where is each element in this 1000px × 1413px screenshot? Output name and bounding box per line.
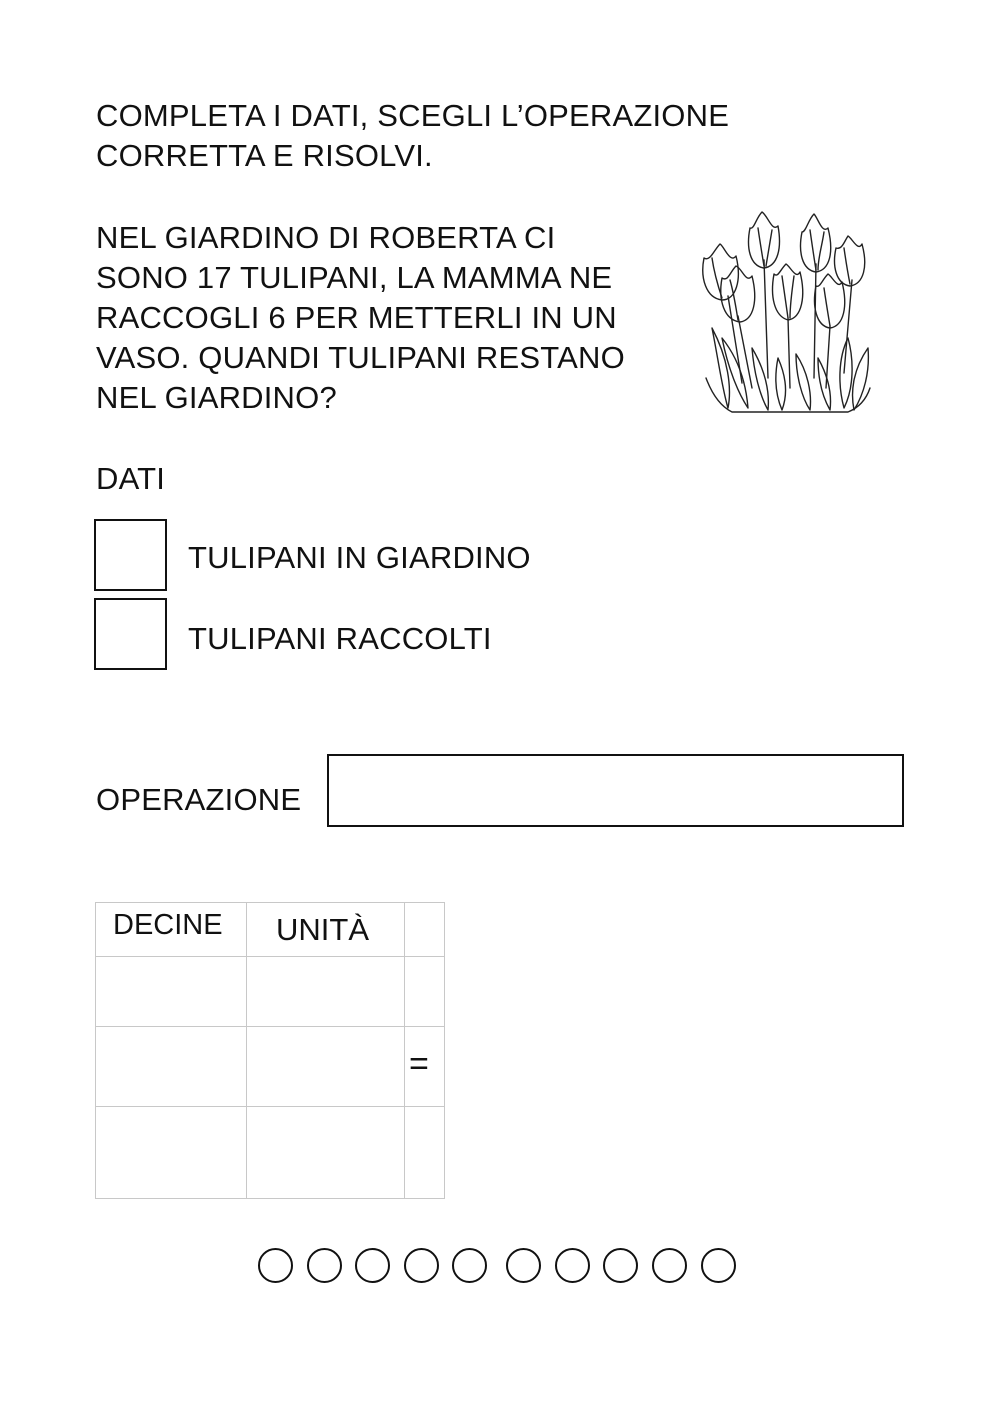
answer-circle[interactable]: [404, 1248, 439, 1283]
table-cell: [404, 956, 445, 1027]
answer-circle[interactable]: [603, 1248, 638, 1283]
table-cell[interactable]: [95, 956, 247, 1027]
answer-circles: [258, 1248, 748, 1288]
decine-header: DECINE: [113, 909, 223, 941]
tulips-illustration-icon: [698, 208, 878, 413]
table-cell[interactable]: [95, 1106, 247, 1199]
answer-circle[interactable]: [701, 1248, 736, 1283]
operazione-input-box[interactable]: [327, 754, 904, 827]
tulipani-giardino-label: TULIPANI IN GIARDINO: [188, 540, 531, 575]
table-cell[interactable]: [246, 1106, 405, 1199]
tulipani-raccolti-input-box[interactable]: [94, 598, 167, 670]
answer-circle[interactable]: [355, 1248, 390, 1283]
answer-circle[interactable]: [307, 1248, 342, 1283]
answer-circle[interactable]: [555, 1248, 590, 1283]
answer-circle[interactable]: [258, 1248, 293, 1283]
table-cell[interactable]: [246, 1026, 405, 1107]
unita-header: UNITÀ: [276, 912, 369, 947]
answer-circle[interactable]: [506, 1248, 541, 1283]
table-cell[interactable]: [95, 1026, 247, 1107]
answer-circle[interactable]: [652, 1248, 687, 1283]
tulipani-giardino-input-box[interactable]: [94, 519, 167, 591]
tulipani-raccolti-label: TULIPANI RACCOLTI: [188, 621, 492, 656]
dati-heading: DATI: [96, 461, 166, 496]
table-cell[interactable]: [246, 956, 405, 1027]
problem-text: NEL GIARDINO DI ROBERTA CI SONO 17 TULIPANI, LA MAMMA NE RACCOGLI 6 PER METTERLI IN UN VASO. QUANDI TULIPANI RESTANO NEL GIARDINO?: [96, 220, 625, 415]
table-header-cell-extra: [404, 902, 445, 957]
operazione-label: OPERAZIONE: [96, 782, 302, 817]
answer-circle[interactable]: [452, 1248, 487, 1283]
table-cell: [404, 1106, 445, 1199]
equals-sign: =: [409, 1045, 429, 1083]
instruction-text: COMPLETA I DATI, SCEGLI L’OPERAZIONE CORRETTA E RISOLVI.: [96, 98, 730, 173]
